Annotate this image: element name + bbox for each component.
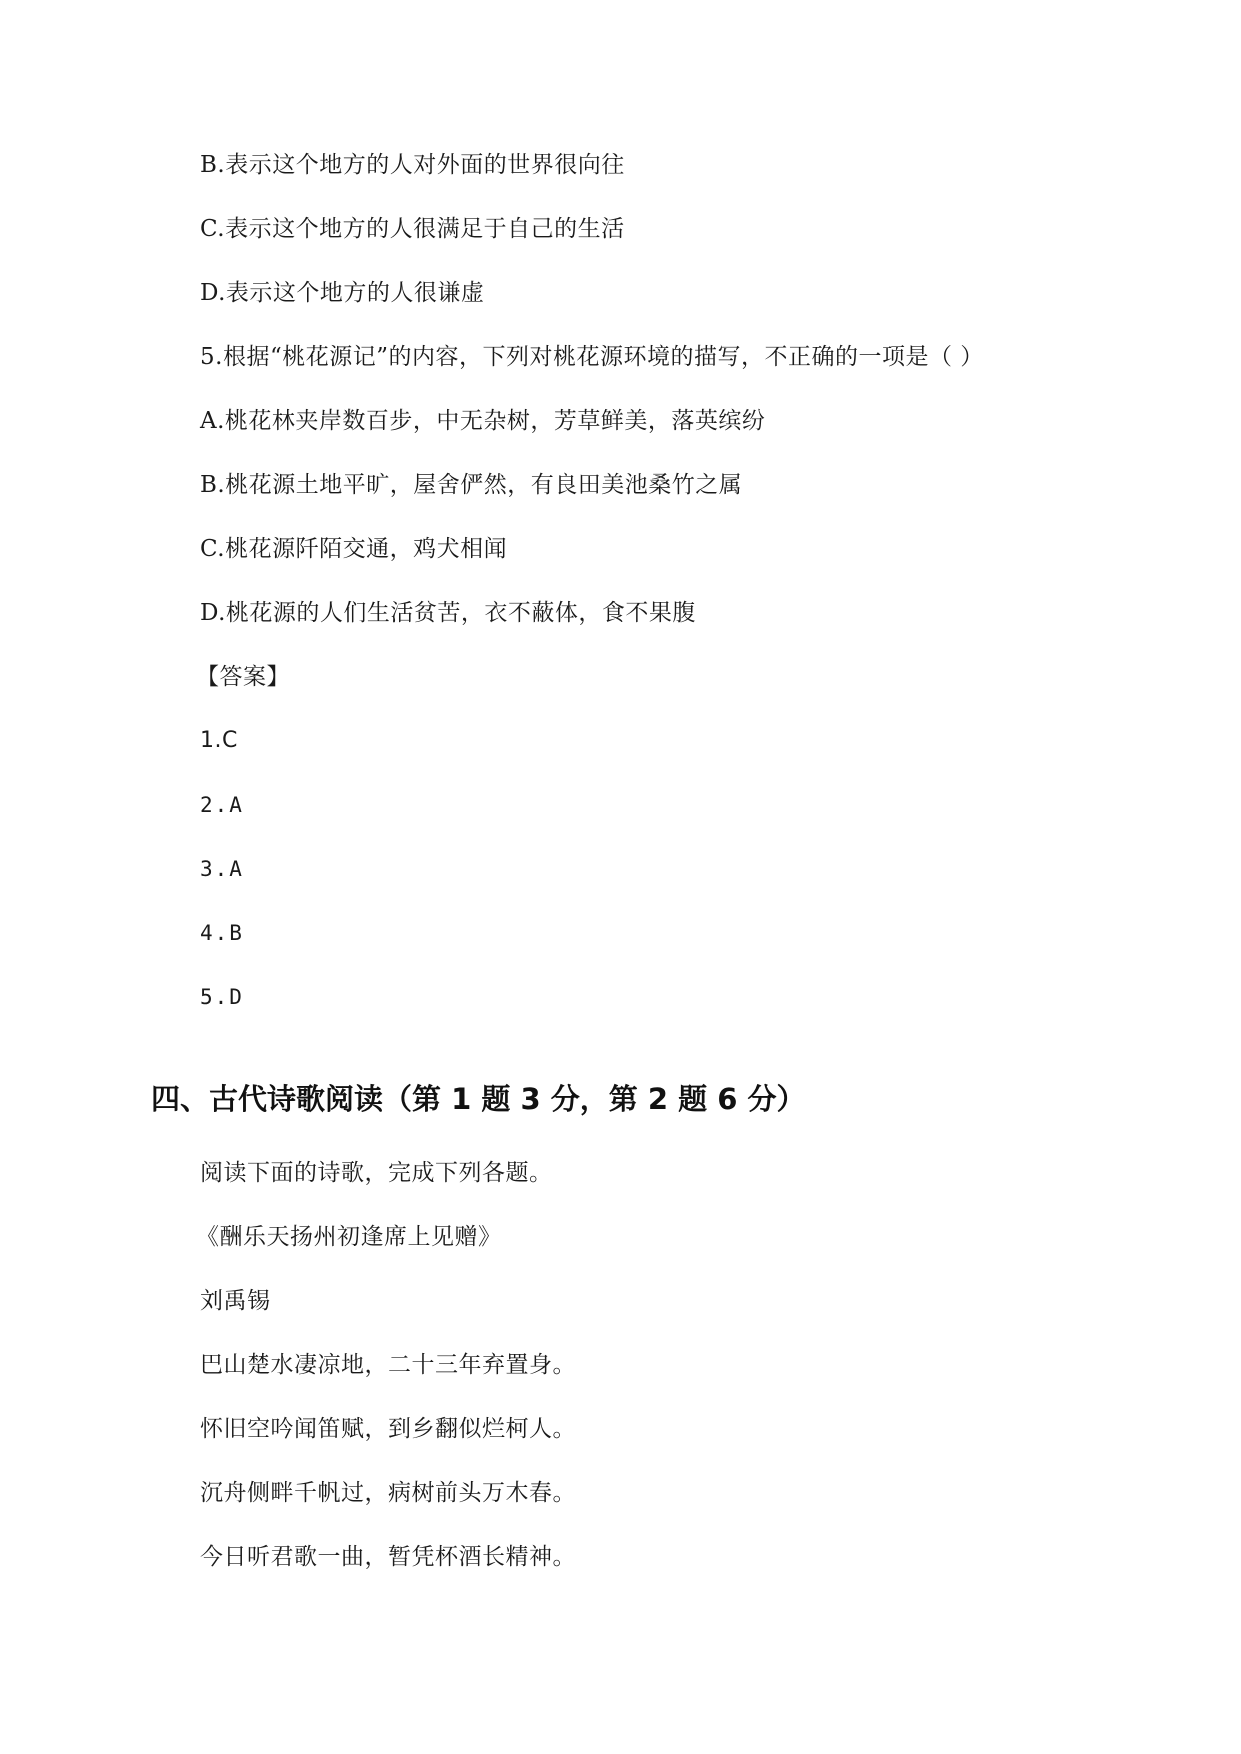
q5-option-d: D.桃花源的人们生活贫苦，衣不蔽体，食不果腹 — [200, 600, 696, 626]
poem-author: 刘禹锡 — [200, 1288, 271, 1314]
answer-5: 5.D — [200, 985, 244, 1009]
answer-2: 2.A — [200, 793, 244, 817]
section-4-heading: 四、古代诗歌阅读（第 1 题 3 分，第 2 题 6 分） — [151, 1082, 806, 1116]
answer-3: 3.A — [200, 857, 244, 881]
q4-option-b: B.表示这个地方的人对外面的世界很向往 — [200, 152, 625, 178]
q5-option-a: A.桃花林夹岸数百步，中无杂树，芳草鲜美，落英缤纷 — [200, 408, 766, 434]
q4-option-d: D.表示这个地方的人很谦虚 — [200, 280, 485, 306]
q5-stem: 5.根据“桃花源记”的内容，下列对桃花源环境的描写，不正确的一项是（ ） — [200, 344, 984, 370]
poem-line-3: 沉舟侧畔千帆过，病树前头万木春。 — [200, 1480, 576, 1506]
q5-option-c: C.桃花源阡陌交通，鸡犬相闻 — [200, 536, 508, 562]
poem-line-1: 巴山楚水凄凉地，二十三年弃置身。 — [200, 1352, 576, 1378]
answer-1: 1.C — [200, 728, 238, 753]
q4-option-c: C.表示这个地方的人很满足于自己的生活 — [200, 216, 625, 242]
poem-line-2: 怀旧空吟闻笛赋，到乡翻似烂柯人。 — [200, 1416, 576, 1442]
answer-label: 【答案】 — [196, 664, 290, 690]
section-4-instruction: 阅读下面的诗歌，完成下列各题。 — [200, 1160, 553, 1186]
q5-option-b: B.桃花源土地平旷，屋舍俨然，有良田美池桑竹之属 — [200, 472, 743, 498]
poem-line-4: 今日听君歌一曲，暂凭杯酒长精神。 — [200, 1544, 576, 1570]
answer-4: 4.B — [200, 921, 244, 945]
poem-title: 《酬乐天扬州初逢席上见赠》 — [196, 1224, 502, 1250]
